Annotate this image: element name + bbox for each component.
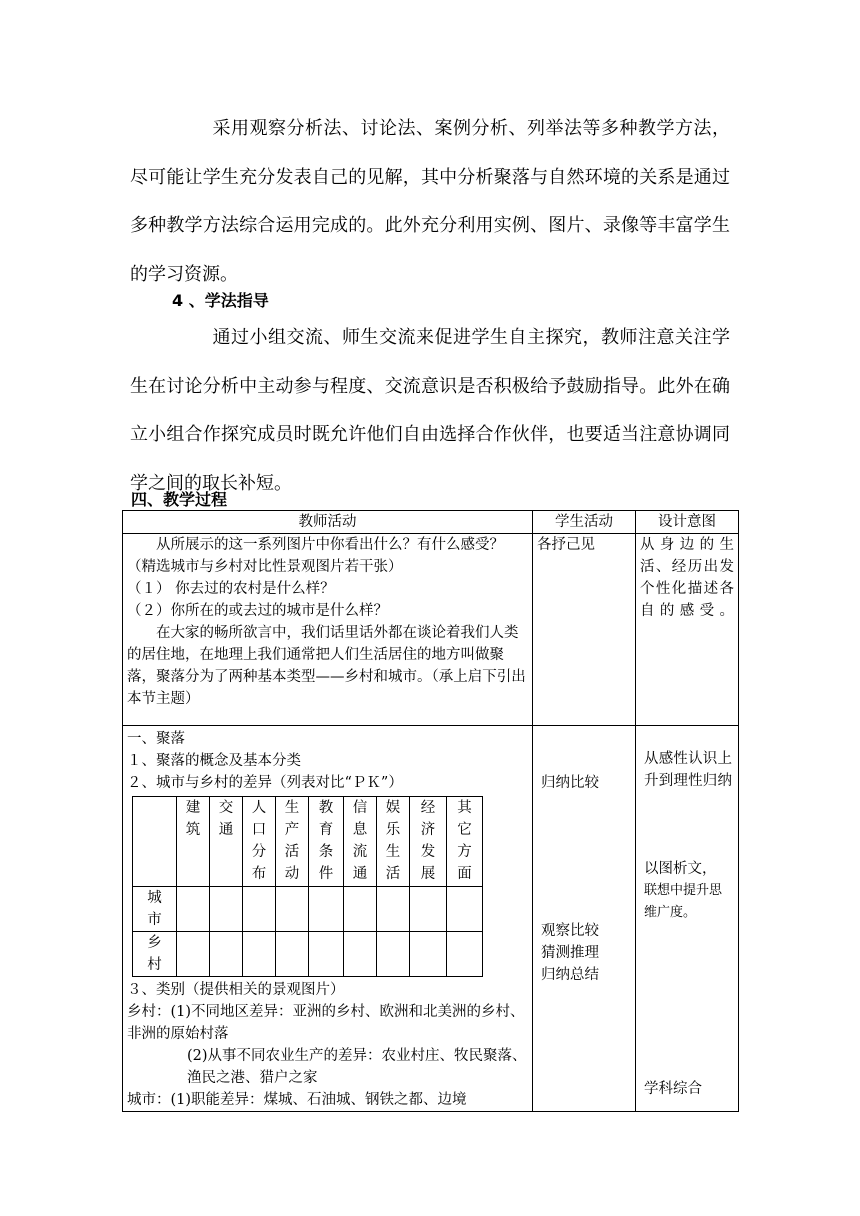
pk-cell <box>177 887 210 932</box>
teaching-process-table <box>122 510 739 1112</box>
pk-cell <box>309 887 344 932</box>
pk-row-city <box>133 887 483 932</box>
design-intent-cell <box>636 534 739 726</box>
teacher-line: （１） 你去过的农村是什么样？ <box>127 581 335 597</box>
teacher-line: (2)从事不同农业生产的差异：农业村庄、牧民聚落、渔民之港、猎户之家 <box>187 1048 527 1086</box>
design-text: 从感性认识上升到理性归纳 <box>644 751 732 789</box>
pk-cell <box>210 887 243 932</box>
pk-row-label: 乡村 <box>133 932 177 977</box>
pk-comparison-table <box>132 796 483 977</box>
table-row <box>123 534 739 726</box>
study-guide-text: 通过小组交流、师生交流来促进学生自主探究，教师注意关注学生在讨论分析中主动参与程度、交流意识是否积极给予鼓励指导。此外在确立小组合作探究成员时既允许他们自由选择合作伙伴，也要适当注意协调同学之间的取长补短。 <box>130 327 730 494</box>
pk-header-cell: 娱乐生活 <box>377 797 410 887</box>
student-text: 观察比较 <box>541 923 599 939</box>
pk-cell <box>377 887 410 932</box>
teacher-line: 城市：(1)职能差异：煤城、石油城、钢铁之都、边境 <box>127 1092 467 1108</box>
teacher-line: 一、聚落 <box>127 731 185 747</box>
student-text: 各抒己见 <box>537 537 595 553</box>
pk-cell <box>276 887 309 932</box>
method-text: 采用观察分析法、讨论法、案例分析、列举法等多种教学方法，尽可能让学生充分发表自己的见解，其中分析聚落与自然环境的关系是通过多种教学方法综合运用完成的。此外充分利用实例、图片、录像等丰富学生的学习资源。 <box>130 118 730 285</box>
pk-header-cell: 其它方面 <box>447 797 483 887</box>
teacher-line: 在大家的畅所欲言中，我们话里话外都在谈论着我们人类的居住地，在地理上我们通常把人们生活居住的地方叫做聚落，聚落分为了两种基本类型——乡村和城市。（承上启下引出本节主题） <box>127 625 526 707</box>
pk-cell <box>344 932 377 977</box>
student-activity-cell <box>533 726 636 1112</box>
pk-header-cell: 人口分布 <box>243 797 276 887</box>
section-heading-teaching-process: 四、教学过程 <box>131 490 228 509</box>
pk-cell <box>447 887 483 932</box>
pk-cell <box>309 932 344 977</box>
pk-cell <box>377 932 410 977</box>
teacher-line: ３、类别（提供相关的景观图片） <box>127 982 345 998</box>
design-text: 从身边的生活、经历出发个性化描述各自的感受。 <box>640 537 734 619</box>
header-teacher-activity: 教师活动 <box>123 511 533 534</box>
design-intent-cell <box>636 726 739 1112</box>
student-activity-cell <box>533 534 636 726</box>
pk-cell <box>210 932 243 977</box>
method-paragraph <box>130 105 730 299</box>
study-guide-paragraph <box>130 314 730 508</box>
pk-cell <box>410 932 447 977</box>
student-text: 归纳总结 <box>541 967 599 983</box>
student-text-group <box>541 920 599 986</box>
pk-cell <box>447 932 483 977</box>
teacher-line: （２）你所在的或去过的城市是什么样？ <box>127 603 388 619</box>
pk-header-cell: 交通 <box>210 797 243 887</box>
pk-cell <box>276 932 309 977</box>
table-row <box>123 726 739 1112</box>
pk-corner-cell <box>133 797 177 887</box>
pk-row-label: 城市 <box>133 887 177 932</box>
pk-cell <box>243 932 276 977</box>
pk-cell <box>243 887 276 932</box>
pk-cell <box>410 887 447 932</box>
teacher-line: ２、城市与乡村的差异（列表对比“ＰＫ”） <box>127 775 403 791</box>
design-text: 学科综合 <box>644 1081 702 1097</box>
pk-header-cell: 生产活动 <box>276 797 309 887</box>
pk-cell <box>177 932 210 977</box>
student-text: 归纳比较 <box>541 775 599 791</box>
design-text: 联想中提升思维广度。 <box>644 883 723 920</box>
design-text: 以图析文， <box>644 861 717 877</box>
teacher-activity-cell <box>123 534 533 726</box>
teacher-line: １、聚落的概念及基本分类 <box>127 753 301 769</box>
pk-cell <box>344 887 377 932</box>
table-header-row <box>123 511 739 534</box>
student-text: 猜测推理 <box>541 945 599 961</box>
teacher-line: 乡村：(1)不同地区差异：亚洲的乡村、欧洲和北美洲的乡村、非洲的原始村落 <box>127 1004 525 1042</box>
header-design-intent: 设计意图 <box>636 511 739 534</box>
header-student-activity: 学生活动 <box>533 511 636 534</box>
pk-row-village <box>133 932 483 977</box>
teacher-activity-cell <box>123 726 533 1112</box>
pk-header-cell: 建筑 <box>177 797 210 887</box>
pk-header-cell: 经济发展 <box>410 797 447 887</box>
pk-header-row <box>133 797 483 887</box>
teacher-line: 从所展示的这一系列图片中你看出什么？有什么感受？（精选城市与乡村对比性景观图片若干张） <box>127 537 504 575</box>
pk-header-cell: 信息流通 <box>344 797 377 887</box>
section-heading-4: 4 、学法指导 <box>172 291 269 310</box>
pk-header-cell: 教育条件 <box>309 797 344 887</box>
